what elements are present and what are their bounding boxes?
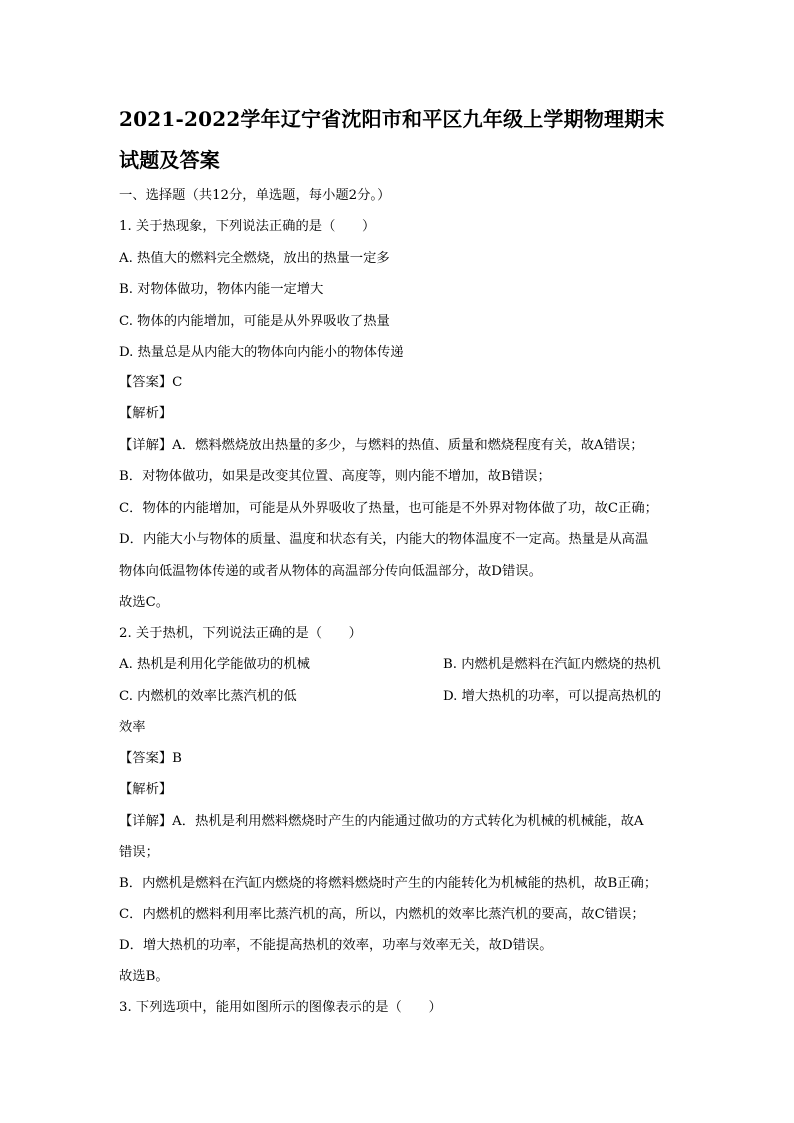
section-heading: 一、选择题（共12分，单选题，每小题2分。） (119, 188, 391, 203)
document-title-line2: 试题及答案 (119, 148, 220, 172)
q3-stem: 3. 下列选项中，能用如图所示的图像表示的是（ ） (119, 1000, 442, 1015)
q1-answer: 【答案】C (119, 375, 183, 390)
q1-analysis-label: 【解析】 (119, 406, 173, 421)
q2-option-c: C. 内燃机的效率比蒸汽机的低 (119, 689, 297, 704)
q2-option-b: B. 内燃机是燃料在汽缸内燃烧的热机 (443, 657, 661, 672)
q1-conclusion: 故选C。 (119, 595, 170, 610)
document-title-line1: 2021-2022学年辽宁省沈阳市和平区九年级上学期物理期末 (119, 107, 665, 131)
q1-detail-4: D．内能大小与物体的质量、温度和状态有关，内能大的物体温度不一定高。热量是从高温 (119, 532, 649, 547)
q1-detail-2: B．对物体做功，如果是改变其位置、高度等，则内能不增加，故B错误； (119, 469, 551, 484)
q2-detail-1b: 错误； (119, 845, 159, 860)
q2-detail-1: 【详解】A．热机是利用燃料燃烧时产生的内能通过做功的方式转化为机械的机械能，故A (119, 814, 644, 829)
q2-detail-3: C．内燃机的燃料利用率比蒸汽机的高，所以，内燃机的效率比蒸汽机的要高，故C错误； (119, 907, 645, 922)
q2-conclusion: 故选B。 (119, 969, 169, 984)
q1-option-c: C. 物体的内能增加，可能是从外界吸收了热量 (119, 314, 390, 329)
q1-detail-1: 【详解】A．燃料燃烧放出热量的多少，与燃料的热值、质量和燃烧程度有关，故A错误； (119, 438, 644, 453)
q2-option-a: A. 热机是利用化学能做功的机械 (119, 657, 310, 672)
q1-detail-5: 物体向低温物体传递的或者从物体的高温部分传向低温部分，故D错误。 (119, 564, 542, 579)
q1-stem: 1. 关于热现象，下列说法正确的是（ ） (119, 219, 376, 234)
q2-detail-2: B．内燃机是燃料在汽缸内燃烧的将燃料燃烧时产生的内能转化为机械能的热机，故B正确； (119, 876, 658, 891)
q2-option-d: D. 增大热机的功率，可以提高热机的 (443, 689, 662, 704)
q1-option-d: D. 热量总是从内能大的物体向内能小的物体传递 (119, 345, 404, 360)
q2-answer: 【答案】B (119, 751, 182, 766)
q1-detail-3: C．物体的内能增加，可能是从外界吸收了热量，也可能是不外界对物体做了功，故C正确； (119, 501, 658, 516)
q2-stem: 2. 关于热机，下列说法正确的是（ ） (119, 626, 362, 641)
q2-detail-4: D．增大热机的功率，不能提高热机的效率，功率与效率无关，故D错误。 (119, 938, 553, 953)
q2-analysis-label: 【解析】 (119, 782, 173, 797)
q1-option-b: B. 对物体做功，物体内能一定增大 (119, 282, 324, 297)
q1-option-a: A. 热值大的燃料完全燃烧，放出的热量一定多 (119, 251, 390, 266)
q2-option-d-continued: 效率 (119, 720, 146, 735)
